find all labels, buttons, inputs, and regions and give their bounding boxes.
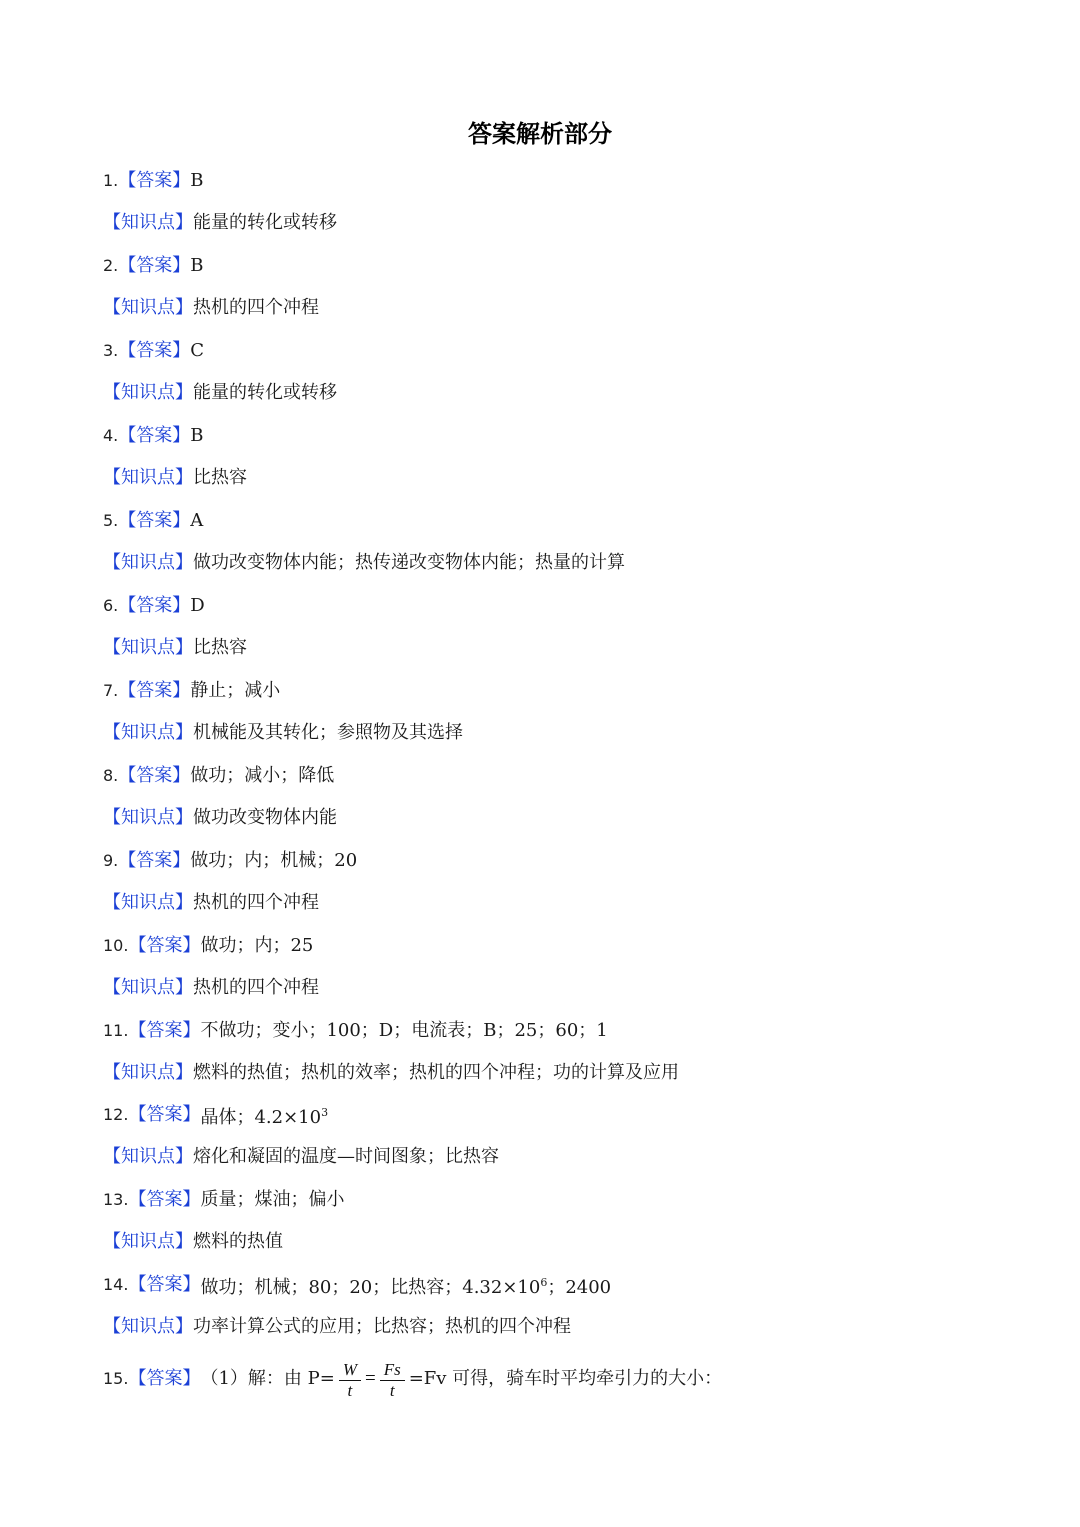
answer-row	[103, 1016, 608, 1046]
answer-text: 做功；内；机械；20	[190, 850, 358, 871]
fraction-denominator: t	[389, 1380, 395, 1400]
question-number: 10.	[103, 936, 129, 955]
answer-text-main: 晶体；4.2×10	[200, 1106, 322, 1128]
answer-text-tail: ；2400	[547, 1276, 612, 1298]
answer-row	[103, 931, 313, 961]
answer-row	[103, 846, 357, 876]
answer-tag: 【答案】	[128, 1274, 201, 1295]
answer-text: C	[190, 340, 205, 361]
knowledge-row	[103, 803, 337, 833]
knowledge-row	[103, 1227, 283, 1257]
knowledge-text: 比热容	[193, 467, 247, 488]
knowledge-tag: 【知识点】	[103, 807, 193, 828]
answer-text: 做功；内；25	[200, 935, 314, 956]
knowledge-row	[103, 293, 319, 323]
answer-row	[103, 761, 334, 791]
exponent: 6	[540, 1275, 548, 1289]
equals-sign: =	[365, 1368, 376, 1389]
answer-tag: 【答案】	[118, 680, 191, 701]
question-number: 2.	[103, 256, 119, 275]
knowledge-tag: 【知识点】	[103, 467, 193, 488]
question-number: 7.	[103, 681, 119, 700]
answer-text: D	[190, 595, 205, 616]
answer-tag: 【答案】	[128, 935, 201, 956]
knowledge-row	[103, 1058, 679, 1088]
knowledge-row	[103, 463, 247, 493]
answer-text	[200, 1268, 611, 1303]
answer-row	[103, 1270, 611, 1300]
knowledge-row	[103, 378, 337, 408]
question-number: 9.	[103, 851, 119, 870]
question-number: 11.	[103, 1021, 129, 1040]
knowledge-tag: 【知识点】	[103, 1231, 193, 1252]
answer-tag: 【答案】	[118, 170, 191, 191]
answer-row	[103, 421, 204, 451]
knowledge-tag: 【知识点】	[103, 892, 193, 913]
knowledge-tag: 【知识点】	[103, 552, 193, 573]
answer-tag: 【答案】	[128, 1189, 201, 1210]
answer-text: A	[190, 510, 204, 531]
answer-text: 做功；减小；降低	[190, 765, 335, 786]
knowledge-text: 做功改变物体内能；热传递改变物体内能；热量的计算	[193, 552, 625, 573]
knowledge-text: 功率计算公式的应用；比热容；热机的四个冲程	[193, 1316, 571, 1337]
fraction-numerator: W	[342, 1359, 357, 1379]
question-number: 5.	[103, 511, 119, 530]
answer-tag: 【答案】	[118, 340, 191, 361]
knowledge-text: 燃料的热值；热机的效率；热机的四个冲程；功的计算及应用	[193, 1062, 679, 1083]
answer-tag: 【答案】	[118, 510, 191, 531]
fraction-w-over-t	[341, 1361, 359, 1400]
knowledge-text: 比热容	[193, 637, 247, 658]
answer-tag: 【答案】	[128, 1104, 201, 1125]
answer-row	[103, 1100, 328, 1130]
knowledge-text: 熔化和凝固的温度—时间图象；比热容	[193, 1146, 499, 1167]
knowledge-text: 热机的四个冲程	[193, 977, 319, 998]
answer-tag: 【答案】	[118, 595, 191, 616]
knowledge-row	[103, 633, 247, 663]
knowledge-row	[103, 1312, 571, 1342]
question-number: 6.	[103, 596, 119, 615]
knowledge-text: 燃料的热值	[193, 1231, 283, 1252]
fraction-fs-over-t	[382, 1361, 403, 1400]
knowledge-row	[103, 208, 337, 238]
knowledge-tag: 【知识点】	[103, 1316, 193, 1337]
knowledge-text: 热机的四个冲程	[193, 892, 319, 913]
knowledge-text: 机械能及其转化；参照物及其选择	[193, 722, 463, 743]
answer-text: 质量；煤油；偏小	[200, 1189, 345, 1210]
answer-row	[103, 591, 205, 621]
knowledge-text: 热机的四个冲程	[193, 297, 319, 318]
answer-intro: （1）解：由 P=	[200, 1368, 335, 1389]
knowledge-tag: 【知识点】	[103, 382, 193, 403]
answer-tag: 【答案】	[128, 1368, 201, 1389]
knowledge-text: 做功改变物体内能	[193, 807, 337, 828]
answer-text: 不做功；变小；100；D；电流表；B；25；60；1	[200, 1020, 608, 1041]
answer-row	[103, 336, 204, 366]
answer-text: B	[190, 255, 204, 276]
answer-tag: 【答案】	[118, 255, 191, 276]
answer-tag: 【答案】	[118, 765, 191, 786]
answer-row	[103, 676, 280, 706]
answer-row	[103, 1360, 722, 1398]
knowledge-tag: 【知识点】	[103, 1146, 193, 1167]
fraction-numerator: Fs	[383, 1359, 401, 1379]
knowledge-row	[103, 548, 625, 578]
answer-text: 静止；减小	[190, 680, 281, 701]
answer-text-main: 做功；机械；80；20；比热容；4.32×10	[200, 1276, 541, 1298]
knowledge-tag: 【知识点】	[103, 977, 193, 998]
knowledge-tag: 【知识点】	[103, 722, 193, 743]
question-number: 15.	[103, 1369, 129, 1388]
answer-text: B	[190, 170, 204, 191]
answer-tag: 【答案】	[118, 850, 191, 871]
question-number: 3.	[103, 341, 119, 360]
exponent: 3	[321, 1105, 329, 1119]
question-number: 1.	[103, 171, 119, 190]
question-number: 4.	[103, 426, 119, 445]
answer-tag: 【答案】	[118, 425, 191, 446]
answer-row	[103, 166, 204, 196]
answer-row	[103, 251, 204, 281]
question-number: 14.	[103, 1275, 129, 1294]
answer-row	[103, 506, 203, 536]
question-number: 12.	[103, 1105, 129, 1124]
page-title: 答案解析部分	[468, 120, 612, 148]
question-number: 8.	[103, 766, 119, 785]
question-number: 13.	[103, 1190, 129, 1209]
knowledge-row	[103, 888, 319, 918]
knowledge-tag: 【知识点】	[103, 1062, 193, 1083]
knowledge-row	[103, 1142, 499, 1172]
fraction-denominator: t	[347, 1380, 353, 1400]
knowledge-tag: 【知识点】	[103, 212, 193, 233]
knowledge-row	[103, 718, 463, 748]
knowledge-tag: 【知识点】	[103, 297, 193, 318]
answer-text: B	[190, 425, 204, 446]
answer-row	[103, 1185, 344, 1215]
answer-tag: 【答案】	[128, 1020, 201, 1041]
knowledge-tag: 【知识点】	[103, 637, 193, 658]
knowledge-row	[103, 973, 319, 1003]
answer-tail: =Fv 可得，骑车时平均牵引力的大小：	[408, 1368, 723, 1389]
knowledge-text: 能量的转化或转移	[193, 212, 337, 233]
knowledge-text: 能量的转化或转移	[193, 382, 337, 403]
answer-text	[200, 1098, 328, 1133]
